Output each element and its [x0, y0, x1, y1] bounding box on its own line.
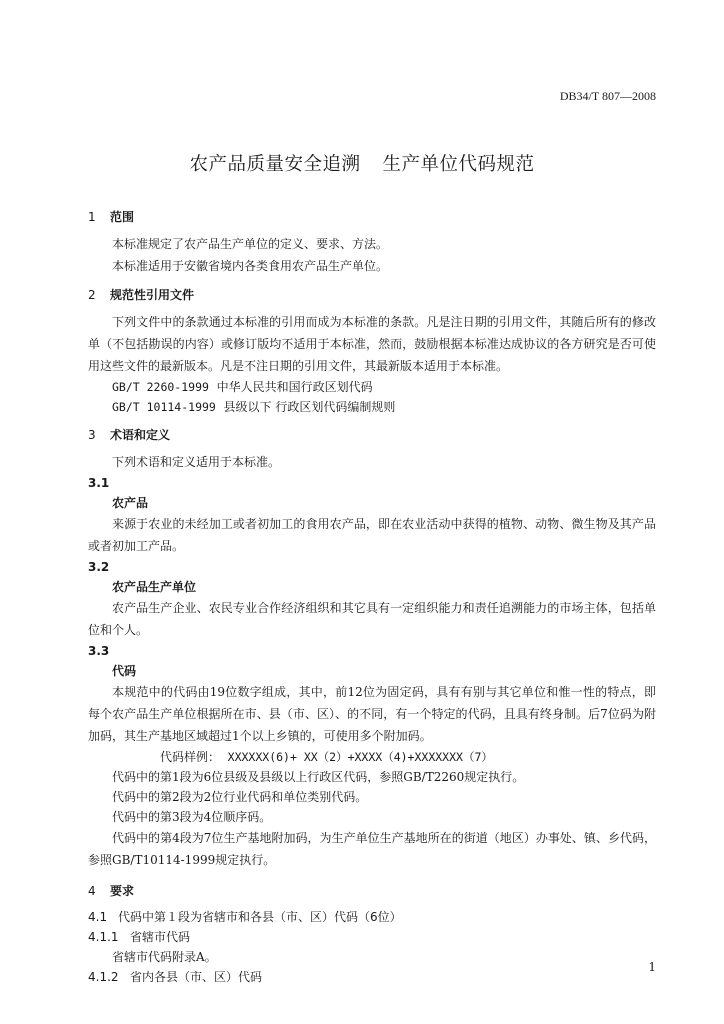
paragraph: 下列术语和定义适用于本标准。: [112, 455, 281, 469]
reference-code: GB/T 10114-1999: [112, 400, 216, 414]
reference-code: GB/T 2260-1999: [112, 380, 209, 394]
subsection-heading: [88, 907, 656, 927]
paragraph: 省辖市代码附录A。: [112, 950, 217, 964]
section-1-heading: [88, 207, 656, 227]
term-name: 农产品生产单位: [112, 580, 197, 594]
term-name: 代码: [112, 664, 137, 678]
subsection-number: 4.1: [88, 910, 108, 924]
code-segment-desc: 代码中的第4段为7位生产基地附加码，为生产单位生产基地所在的街道（地区）办事处、镇、乡代码，参照GB/T10114-1999规定执行。: [88, 831, 656, 867]
code-segment-desc: 代码中的第1段为6位县级及县级以上行政区代码，参照GB/T2260规定执行。: [112, 770, 525, 784]
code-segment-desc: 代码中的第2段为2位行业代码和单位类别代码。: [112, 790, 368, 804]
term-name: 农产品: [112, 496, 149, 510]
section-title: 要求: [110, 884, 135, 898]
section-title: 规范性引用文件: [110, 288, 195, 302]
reference-title: 县级以下 行政区划代码编制规则: [223, 400, 396, 414]
paragraph: 本标准规定了农产品生产单位的定义、要求、方法。: [112, 237, 389, 251]
subsection-title: 省内各县（市、区）代码: [130, 970, 263, 984]
term-definition: 本规范中的代码由19位数字组成，其中，前12位为固定码，具有有别与其它单位和惟一性的特点，即每个农产品生产单位根据所在市、县（市、区）、的不同，有一个特定的代码，且具有终身制。后7位码为附加码，其生产基地区域超过1个以上乡镇的，可使用多个附加码。: [88, 685, 656, 743]
section-number: 1: [88, 210, 96, 224]
page-number: 1: [648, 960, 656, 974]
reference-item: [88, 377, 656, 397]
code-example: [88, 747, 656, 767]
code-example-label: 代码样例：: [160, 750, 221, 764]
standard-code: DB34/T 807—2008: [559, 89, 656, 103]
reference-title: 中华人民共和国行政区划代码: [216, 380, 373, 394]
subsection-heading: [88, 927, 656, 947]
reference-item: [88, 397, 656, 417]
term-definition: 来源于农业的未经加工或者初加工的食用农产品，即在农业活动中获得的植物、动物、微生物及其产品或者初加工产品。: [88, 517, 656, 553]
term-definition: 农产品生产企业、农民专业合作经济组织和其它具有一定组织能力和责任追溯能力的市场主体，包括单位和个人。: [88, 601, 656, 637]
subsection-number: 4.1.1: [88, 930, 119, 944]
term-number: 3.3: [88, 644, 110, 658]
subsection-number: 4.1.2: [88, 970, 119, 984]
section-title: 范围: [110, 210, 135, 224]
document-body: [88, 207, 656, 987]
code-example-value: XXXXXX(6)+ XX（2）+XXXX（4)+XXXXXXX（7）: [227, 750, 493, 764]
code-segment-desc: 代码中的第3段为4位顺序码。: [112, 810, 272, 824]
section-4-heading: [88, 881, 656, 901]
section-title: 术语和定义: [110, 428, 171, 442]
section-number: 3: [88, 428, 96, 442]
subsection-title: 代码中第１段为省辖市和各县（市、区）代码（6位）: [118, 910, 402, 924]
subsection-title: 省辖市代码: [130, 930, 191, 944]
section-number: 4: [88, 884, 96, 898]
paragraph: 本标准适用于安徽省境内各类食用农产品生产单位。: [112, 259, 389, 273]
section-3-heading: [88, 425, 656, 445]
section-2-heading: [88, 285, 656, 305]
section-number: 2: [88, 288, 96, 302]
subsection-heading: [88, 967, 656, 987]
term-number: 3.1: [88, 476, 110, 490]
term-number: 3.2: [88, 560, 110, 574]
document-title: [0, 150, 724, 176]
title-part2: 生产单位代码规范: [382, 154, 535, 175]
paragraph: 下列文件中的条款通过本标准的引用而成为本标准的条款。凡是注日期的引用文件，其随后所有的修改单（不包括勘误的内容）或修订版均不适用于本标准，然而，鼓励根据本标准达成协议的各方研究是否可使用这些文件的最新版本。凡是不注日期的引用文件，其最新版本适用于本标准。: [88, 315, 656, 373]
title-part1: 农产品质量安全追溯: [189, 154, 361, 175]
